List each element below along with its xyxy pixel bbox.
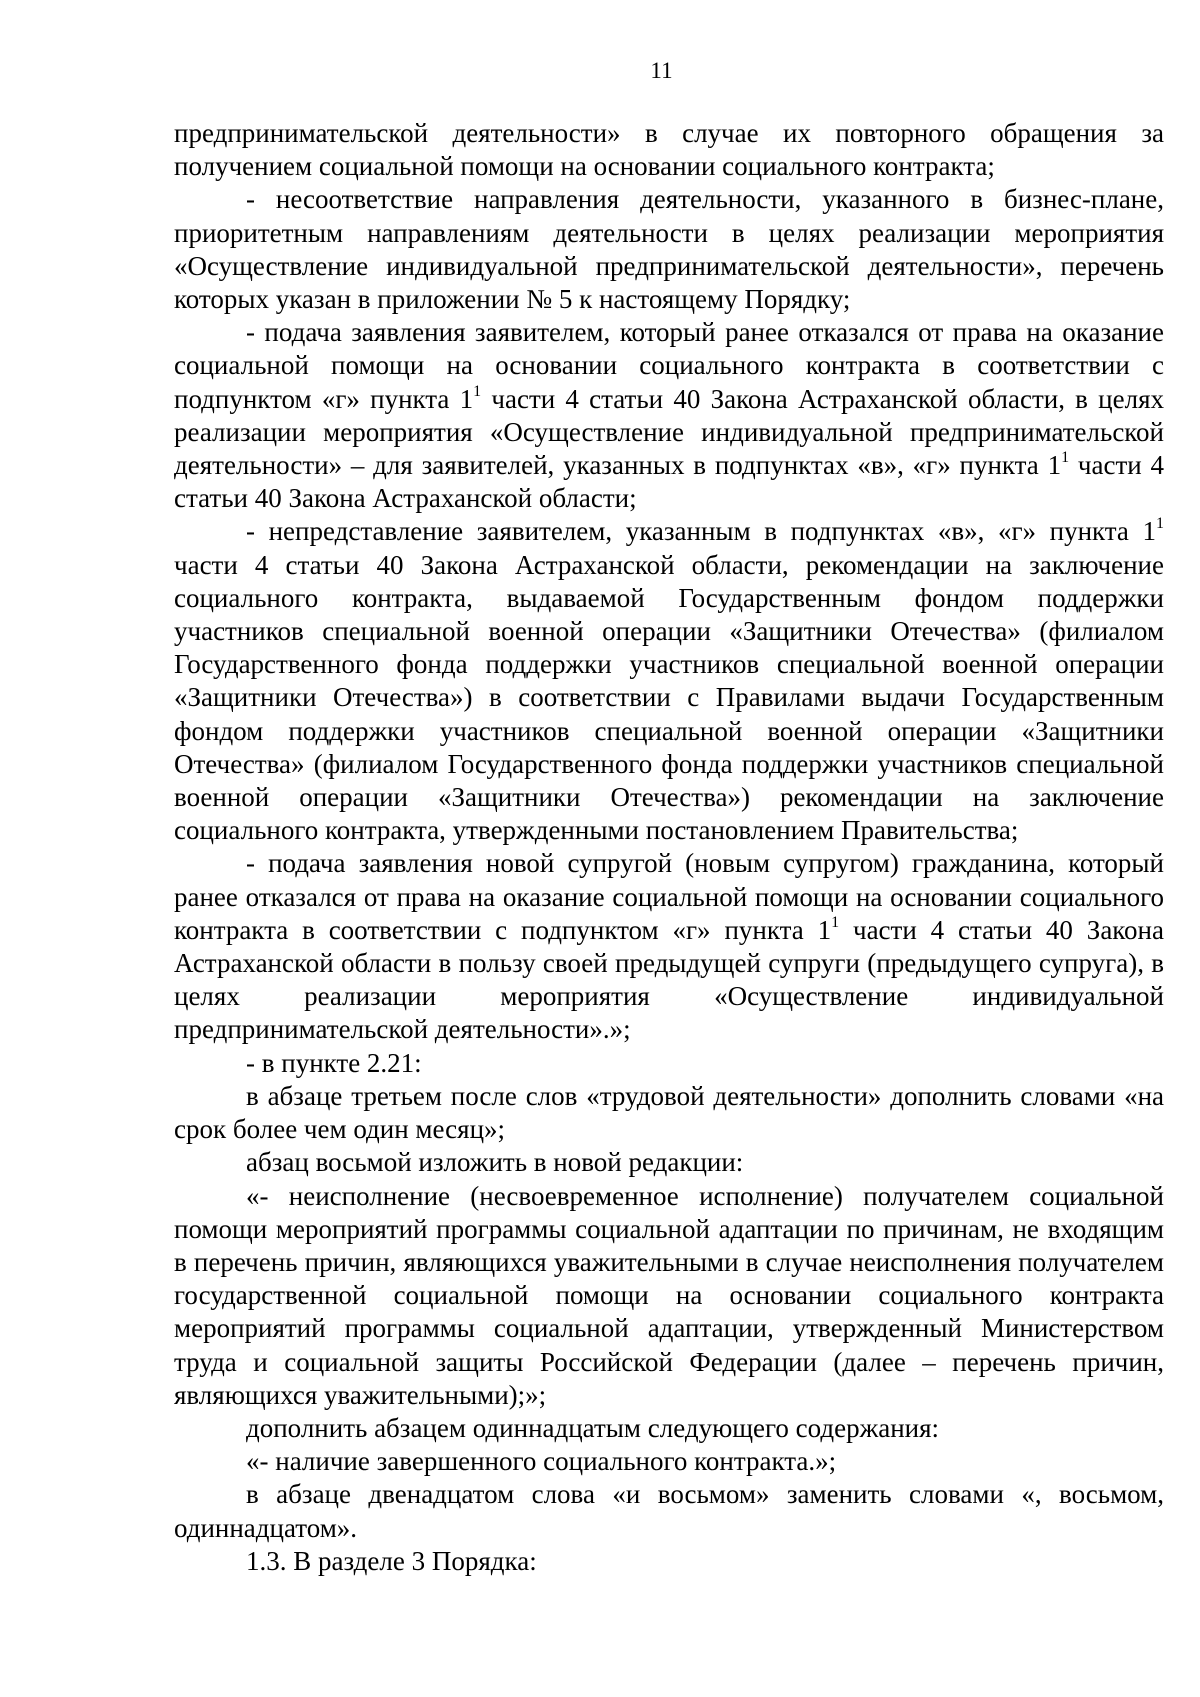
superscript: 1 — [1156, 515, 1164, 533]
document-body — [174, 117, 1164, 1578]
superscript: 1 — [831, 913, 840, 931]
paragraph — [174, 316, 1164, 515]
paragraph-text: части 4 статьи 40 Закона Астраханской области в пользу своей предыдущей супруги (предыдущего супруга), в целях реализации мероприятия «Осуществление индивидуальной предпринимательской деятельности».»; — [174, 914, 1164, 1045]
paragraph: «- наличие завершенного социального контракта.»; — [246, 1446, 837, 1477]
paragraph: абзац восьмой изложить в новой редакции: — [246, 1147, 744, 1178]
paragraph-text: - подача заявления заявителем, который ранее отказался от права на оказание социальной помощи на основании социального контракта в соответствии с подпунктом «г» пункта 1 — [174, 317, 1164, 414]
paragraph: «- неисполнение (несвоевременное исполнение) получателем социальной помощи мероприятий программы социальной адаптации по причинам, не входящим в перечень причин, являющихся уважительными в случае неисполнения получателем государственной социальной помощи на основании социального контракта мероприятий программы социальной адаптации, утвержденный Министерством труда и социальной защиты Российской Федерации (далее – перечень причин, являющихся уважительными);»; — [174, 1180, 1164, 1410]
paragraph — [174, 515, 1164, 847]
paragraph: - в пункте 2.21: — [246, 1047, 422, 1078]
paragraph-text: - непредставление заявителем, указанным в подпунктах «в», «г» пункта 1 — [246, 516, 1156, 547]
paragraph: предпринимательской деятельности» в случае их повторного обращения за получением социальной помощи на основании социального контракта; — [174, 118, 1164, 182]
superscript: 1 — [473, 382, 482, 400]
paragraph: в абзаце двенадцатом слова «и восьмом» заменить словами «, восьмом, одиннадцатом». — [174, 1479, 1164, 1543]
paragraph: дополнить абзацем одиннадцатым следующего содержания: — [246, 1412, 940, 1443]
paragraph — [174, 847, 1164, 1046]
paragraph-text: части 4 статьи 40 Закона Астраханской области; — [174, 450, 1164, 514]
page-number: 11 — [650, 58, 673, 83]
paragraph: - несоответствие направления деятельности, указанного в бизнес-плане, приоритетным направлениям деятельности в целях реализации мероприятия «Осуществление индивидуальной предпринимательской деятельности», перечень которых указан в приложении № 5 к настоящему Порядку; — [174, 184, 1164, 315]
paragraph-text: части 4 статьи 40 Закона Астраханской области, в целях реализации мероприятия «Осуществление индивидуальной предпринимательской деятельности» – для заявителей, указанных в подпунктах «в», «г» пункта 1 — [174, 383, 1164, 481]
paragraph-text: части 4 статьи 40 Закона Астраханской области, рекомендации на заключение социального контракта, выдаваемой Государственным фондом поддержки участников специальной военной операции «Защитники Отечества» (филиалом Государственного фонда поддержки участников специальной военной операции «Защитники Отечества») в соответствии с Правилами выдачи Государственным фондом поддержки участников специальной военной операции «Защитники Отечества» (филиалом Государственного фонда поддержки участников специальной военной операции «Защитники Отечества») рекомендации на заключение социального контракта, утвержденными постановлением Правительства; — [174, 549, 1164, 846]
paragraph-text: - подача заявления новой супругой (новым супругом) гражданина, который ранее отказался от права на оказание социальной помощи на основании социального контракта в соответствии с подпунктом «г» пункта 1 — [174, 848, 1164, 945]
superscript: 1 — [1061, 449, 1070, 467]
paragraph: в абзаце третьем после слов «трудовой деятельности» дополнить словами «на срок более чем один месяц»; — [174, 1080, 1164, 1145]
paragraph: 1.3. В разделе 3 Порядка: — [246, 1545, 537, 1576]
